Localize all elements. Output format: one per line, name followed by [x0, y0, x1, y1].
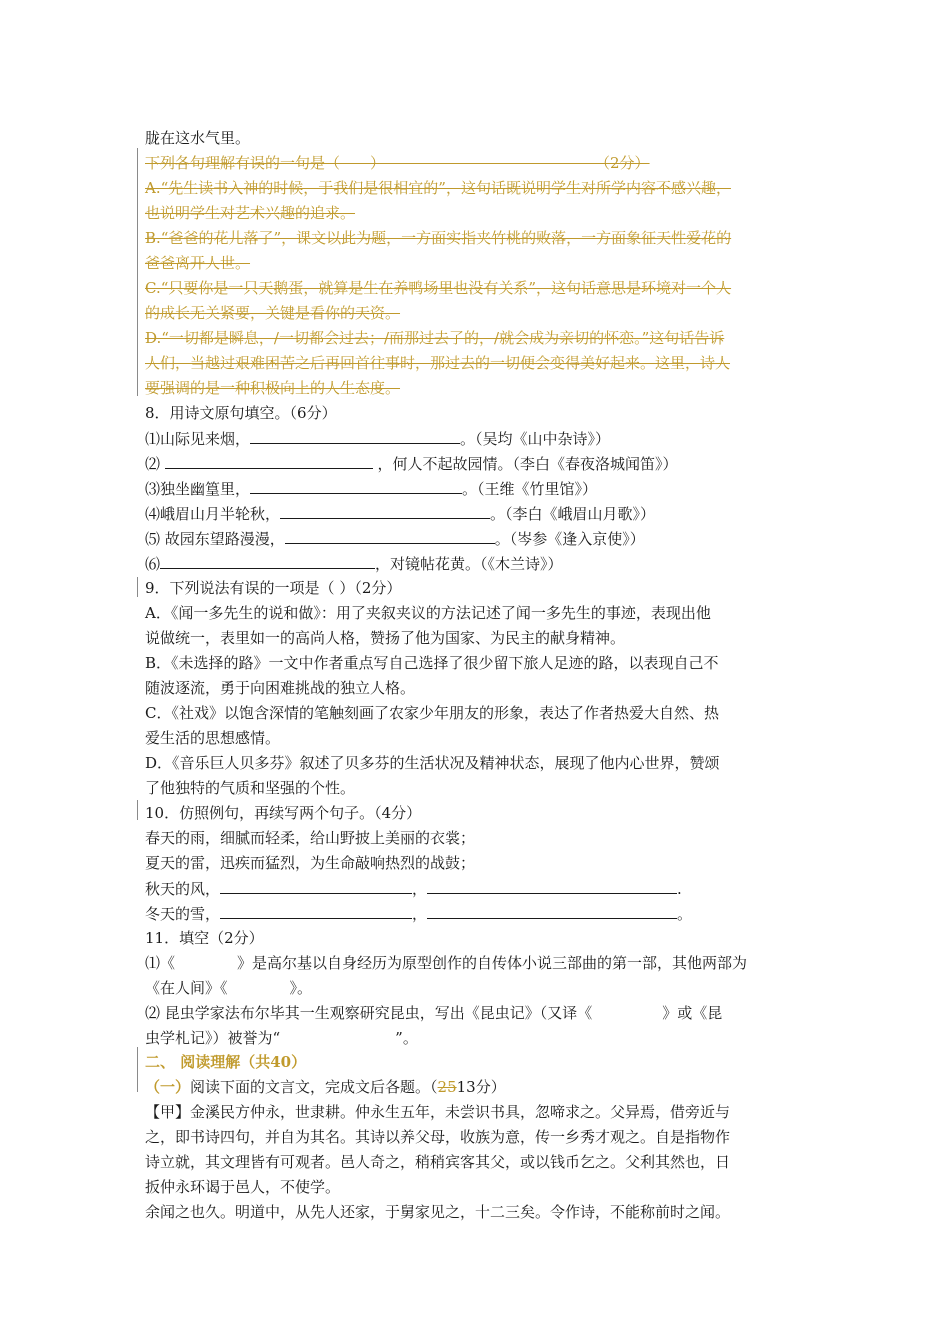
q8-item-4	[145, 503, 655, 524]
deleted-option-d: D.“一切都是瞬息，/一切都会过去；/而那过去了的，/就会成为亲切的怀恋。”这句话告诉	[145, 329, 725, 347]
q9-option-a-cont: 说做统一，表里如一的高尚人格，赞扬了他为国家、为民主的献身精神。	[145, 629, 626, 647]
subsection-number: （一）	[145, 1078, 191, 1096]
q11-text: ⑵ 昆虫学家法布尔毕其一生观察研究昆虫，写出《昆虫记》（又译《	[145, 1004, 593, 1022]
fill-blank[interactable]	[220, 878, 412, 894]
q8-text: ，何人不起故园情。（李白《春夜洛城闻笛》）	[372, 455, 678, 473]
q11-text: 虫学札记》）被誉为“	[145, 1029, 281, 1047]
q10-text: 秋天的风，	[145, 880, 221, 898]
q8-text: ⑶独坐幽篁里，	[145, 480, 251, 498]
fill-blank[interactable]	[427, 878, 677, 894]
q8-text: ⑹	[145, 555, 161, 573]
passage-line: 余闻之也久。明道中，从先人还家，于舅家见之，十二三矣。令作诗，不能称前时之闻。	[145, 1203, 731, 1221]
deleted-option-b-cont: 爸爸离开人世。	[145, 254, 251, 272]
deleted-option-b: B.“爸爸的花儿落了”，课文以此为题，一方面实指夹竹桃的败落，一方面象征天性爱花的	[145, 229, 732, 247]
deleted-option-a-cont: 也说明学生对艺术兴趣的追求。	[145, 204, 356, 222]
fill-blank[interactable]	[165, 453, 373, 469]
question-10-title: 10．仿照例句，再续写两个句子。（4分）	[145, 804, 422, 822]
section-2-heading: 二、 阅读理解（共40）	[145, 1053, 307, 1071]
q8-text: ⑸ 故园东望路漫漫，	[145, 530, 285, 548]
q8-text: ⑴山际见来烟，	[145, 430, 251, 448]
deleted-option-d-cont: 人们，当越过艰难困苦之后再回首往事时，那过去的一切便会变得美好起来。这里，诗人	[145, 354, 731, 372]
q11-text: 《在人间》《	[145, 979, 228, 997]
q10-text: 。	[677, 905, 693, 923]
q11-item-1-cont	[145, 978, 312, 998]
q11-item-1	[145, 953, 747, 973]
deleted-option-a: A.“先生读书入神的时候，于我们是很相宜的”，这句话既说明学生对所学内容不感兴趣，	[145, 179, 731, 197]
fill-blank[interactable]	[427, 903, 677, 919]
question-9-title: 9．下列说法有误的一项是（ ）（2分）	[145, 579, 402, 597]
q11-text: 》是高尔基以自身经历为原型创作的自传体小说三部曲的第一部，其他两部为	[237, 954, 748, 972]
subsection-text: 阅读下面的文言文，完成文后各题。（	[190, 1078, 438, 1096]
q9-option-d: D．《音乐巨人贝多芬》叙述了贝多芬的生活状况及精神状态，展现了他内心世界，赞颂	[145, 754, 720, 772]
fill-blank[interactable]	[250, 478, 462, 494]
q8-text: ，对镜帖花黄。（《木兰诗》）	[375, 555, 563, 573]
q8-text: ⑵	[145, 455, 165, 473]
q8-item-2	[145, 453, 678, 474]
q11-text: 》或《昆	[662, 1004, 723, 1022]
q8-text: 。（王维《竹里馆》）	[462, 480, 598, 498]
fill-blank[interactable]	[250, 428, 460, 444]
q10-answer-1	[145, 878, 682, 899]
passage-line: 诗立就，其文理皆有可观者。邑人奇之，稍稍宾客其父，或以钱币乞之。父利其然也，日	[145, 1153, 731, 1171]
q8-text: ⑷峨眉山月半轮秋，	[145, 505, 281, 523]
deleted-option-c: C.“只要你是一只天鹅蛋，就算是生在养鸭场里也没有关系”，这句话意思是环境对一个人	[145, 279, 732, 297]
q9-option-b: B．《未选择的路》一文中作者重点写自己选择了很少留下旅人足迹的路，以表现自己不	[145, 654, 719, 672]
q8-item-3	[145, 478, 597, 499]
passage-line: 扳仲永环谒于邑人，不使学。	[145, 1178, 341, 1196]
fill-blank[interactable]	[160, 553, 375, 569]
change-bar	[137, 577, 138, 597]
subsection-text: 13分）	[456, 1078, 506, 1096]
q11-item-2-cont	[145, 1028, 418, 1048]
q10-answer-2	[145, 903, 692, 924]
q10-example-2: 夏天的雷，迅疾而猛烈，为生命敲响热烈的战鼓；	[145, 854, 476, 872]
q10-text: .	[677, 880, 682, 898]
q11-item-2	[145, 1003, 722, 1023]
q8-item-5	[145, 528, 645, 549]
q8-text: 。（李白《峨眉山月歌》）	[490, 505, 656, 523]
deleted-option-c-cont: 的成长无关紧要，关键是看你的天资。	[145, 304, 401, 322]
q8-item-1	[145, 428, 610, 449]
fill-blank[interactable]	[285, 528, 495, 544]
fill-blank[interactable]	[220, 903, 412, 919]
subsection-1-heading	[145, 1077, 506, 1097]
q8-item-6	[145, 553, 563, 574]
fill-blank[interactable]	[280, 503, 490, 519]
q10-text: ，	[412, 880, 428, 898]
text-line: 胧在这水气里。	[145, 129, 251, 147]
q9-option-b-cont: 随波逐流，勇于向困难挑战的独立人格。	[145, 679, 416, 697]
change-bar	[137, 1047, 138, 1092]
q9-option-a: A．《闻一多先生的说和做》：用了夹叙夹议的方法记述了闻一多先生的事迹，表现出他	[145, 604, 711, 622]
deleted-score: 25	[437, 1078, 457, 1096]
deleted-question-line: 下列各句理解有误的一句是（ ） （2分）	[145, 154, 650, 172]
passage-line: 之，即书诗四句，并自为其名。其诗以养父母，收族为意，传一乡秀才观之。自是指物作	[145, 1128, 731, 1146]
question-11-title: 11．填空（2分）	[145, 929, 264, 947]
q10-text: 冬天的雪，	[145, 905, 221, 923]
change-bar	[137, 148, 138, 396]
deleted-option-d-cont2: 要强调的是一种积极向上的人生态度。	[145, 379, 401, 397]
q9-option-c-cont: 爱生活的思想感情。	[145, 729, 281, 747]
change-bar	[137, 800, 138, 820]
question-8-title: 8．用诗文原句填空。（6分）	[145, 404, 337, 422]
passage-line: 【甲】金溪民方仲永，世隶耕。仲永生五年，未尝识书具，忽啼求之。父异焉，借旁近与	[145, 1103, 731, 1121]
q11-text: 》。	[289, 979, 313, 997]
q9-option-d-cont: 了他独特的气质和坚强的个性。	[145, 779, 356, 797]
q8-text: 。（吴均《山中杂诗》）	[460, 430, 611, 448]
q10-example-1: 春天的雨，细腻而轻柔，给山野披上美丽的衣裳；	[145, 829, 476, 847]
q8-text: 。（岑参《逢入京使》）	[494, 530, 645, 548]
q11-text: ⑴《	[145, 954, 176, 972]
q10-text: ，	[412, 905, 428, 923]
q11-text: ”。	[395, 1029, 418, 1047]
q9-option-c: C．《社戏》以饱含深情的笔触刻画了农家少年朋友的形象，表达了作者热爱大自然、热	[145, 704, 719, 722]
